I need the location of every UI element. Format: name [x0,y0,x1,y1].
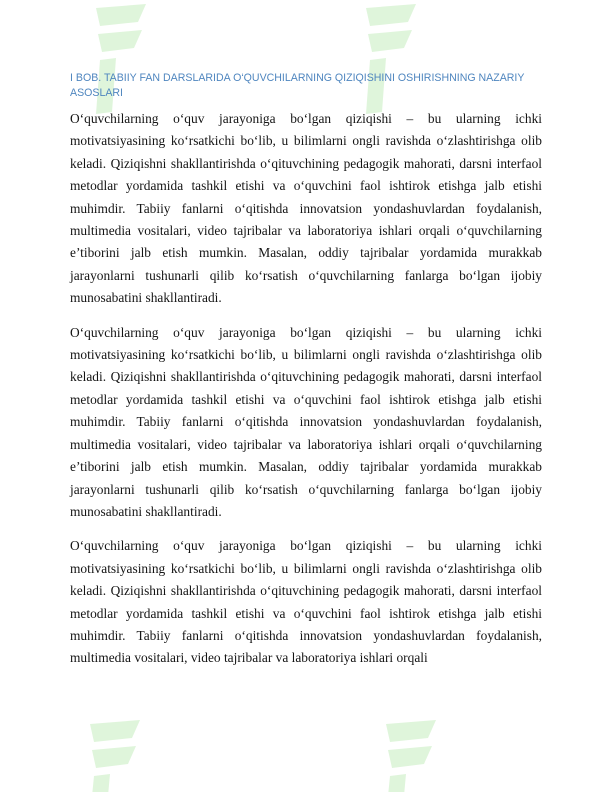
body-text [70,108,542,682]
paragraph-2: O‘quvchilarning o‘quv jarayoniga bo‘lgan qiziqishi – bu ularning ichki motivatsiyasining ko‘rsatkichi bo‘lib, u bilimlarni ongli ravishda o‘zlashtirishga olib keladi. Qiziqishni shakllantirishda o‘qituvchining pedagogik mahorati, darsni interfaol metodlar yordamida tashkil etishi va o‘quvchini faol ishtirok etishga jalb etishi muhimdir. Tabiiy fanlarni o‘qitishda innovatsion yondashuvlardan foydalanish, multimedia vositalari, video tajribalar va laboratoriya ishlari orqali o‘quvchilarning e’tiborini jalb etish mumkin. Masalan, oddiy tajribalar yordamida murakkab jarayonlarni tushunarli qilib ko‘rsatish o‘quvchilarning fanlarga bo‘lgan ijobiy munosabatini shakllantiradi. [70,324,542,519]
watermark-logo-icon [86,0,156,120]
chapter-heading: I BOB. TABIIY FAN DARSLARIDA O‘QUVCHILARNING QIZIQISHINI OSHIRISHNING NAZARIY ASOSLARI [70,72,525,99]
watermark-logo-icon [356,0,426,120]
watermark-logo-icon [376,716,446,792]
paragraph-1: O‘quvchilarning o‘quv jarayoniga bo‘lgan qiziqishi – bu ularning ichki motivatsiyasining ko‘rsatkichi bo‘lib, u bilimlarni ongli ravishda o‘zlashtirishga olib keladi. Qiziqishni shakllantirishda o‘qituvchining pedagogik mahorati, darsni interfaol metodlar yordamida tashkil etishi va o‘quvchini faol ishtirok etishga jalb etishi muhimdir. Tabiiy fanlarni o‘qitishda innovatsion yondashuvlardan foydalanish, multimedia vositalari, video tajribalar va laboratoriya ishlari orqali o‘quvchilarning e’tiborini jalb etish mumkin. Masalan, oddiy tajribalar yordamida murakkab jarayonlarni tushunarli qilib ko‘rsatish o‘quvchilarning fanlarga bo‘lgan ijobiy munosabatini shakllantiradi. [70,111,542,306]
paragraph-3: O‘quvchilarning o‘quv jarayoniga bo‘lgan qiziqishi – bu ularning ichki motivatsiyasining ko‘rsatkichi bo‘lib, u bilimlarni ongli ravishda o‘zlashtirishga olib keladi. Qiziqishni shakllantirishda o‘qituvchining pedagogik mahorati, darsni interfaol metodlar yordamida tashkil etishi va o‘quvchini faol ishtirok etishga jalb etishi muhimdir. Tabiiy fanlarni o‘qitishda innovatsion yondashuvlardan foydalanish, multimedia vositalari, video tajribalar va laboratoriya ishlari orqali [70,538,542,666]
watermark-logo-icon [80,716,150,792]
